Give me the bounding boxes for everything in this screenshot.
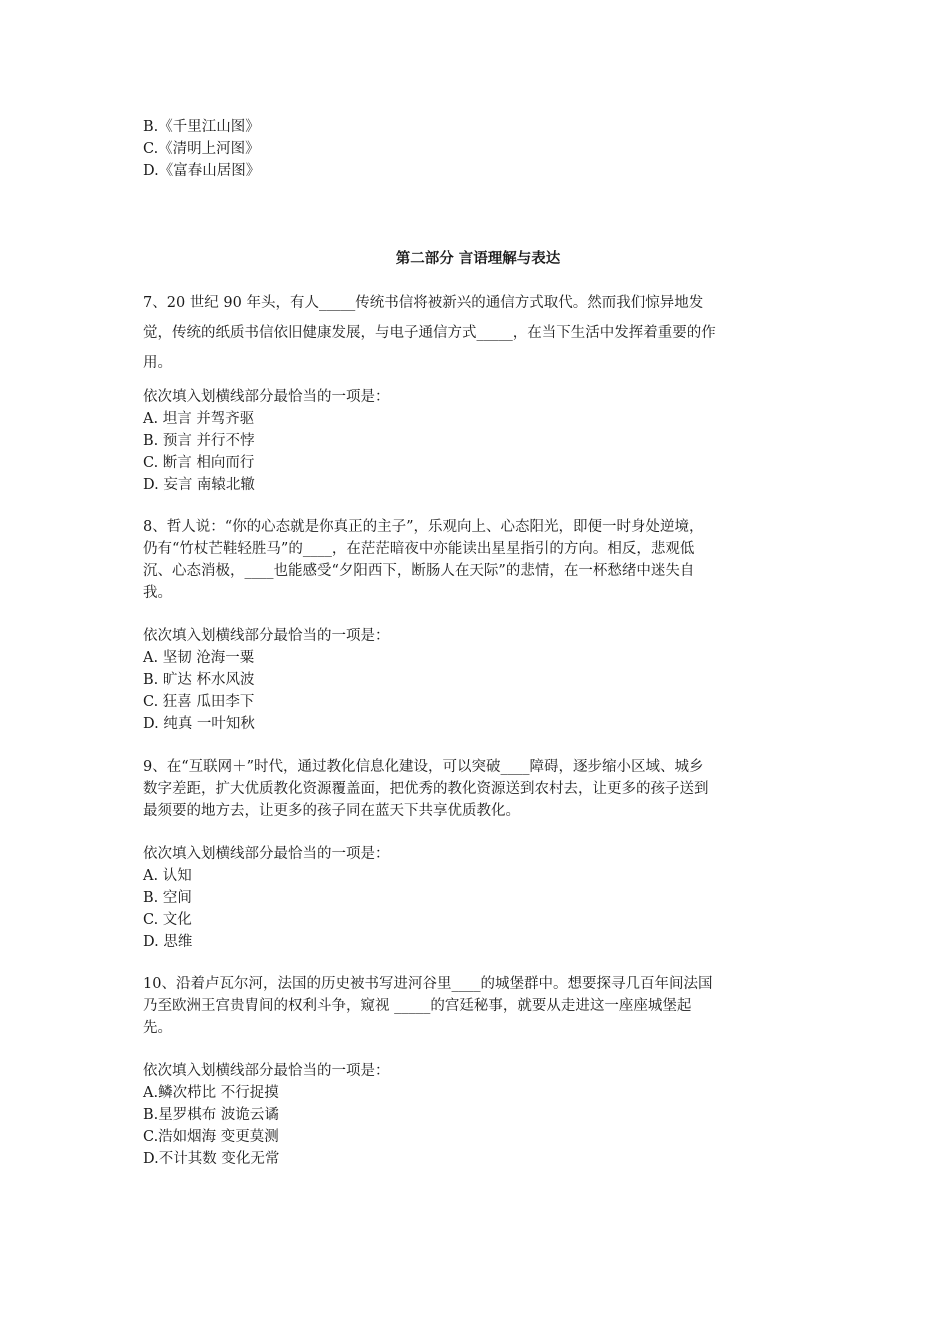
option-c: C. 狂喜 瓜田李下 (143, 694, 255, 710)
option-d: D. 纯真 一叶知秋 (143, 716, 255, 732)
question-8 (143, 516, 813, 604)
option-a: A.鳞次栉比 不行捉摸 (143, 1085, 279, 1101)
option-c: C.浩如烟海 变更莫测 (143, 1129, 279, 1145)
question-stem-line: 9、在“互联网＋”时代，通过教化信息化建设，可以突破____障碍，逐步缩小区域、城乡 (143, 759, 704, 775)
question-stem-line: 乃至欧洲王宫贵胄间的权利斗争，窥视 _____的宫廷秘事，就要从走进这一座座城堡起 (143, 998, 692, 1014)
question-stem-line: 数字差距，扩大优质教化资源覆盖面，把优秀的教化资源送到农村去，让更多的孩子送到 (143, 781, 709, 797)
question-10-choices (143, 1060, 813, 1170)
prev-question-options (143, 116, 813, 182)
option-b: B.《千里江山图》 (143, 119, 260, 135)
question-7 (143, 288, 813, 378)
question-stem-line: 10、沿着卢瓦尔河，法国的历史被书写进河谷里____的城堡群中。想要探寻几百年间法国 (143, 976, 713, 992)
option-a: A. 坚韧 沧海一粟 (143, 650, 255, 666)
question-9 (143, 756, 813, 822)
option-c: C. 文化 (143, 912, 192, 928)
option-b: B. 旷达 杯水风波 (143, 672, 255, 688)
question-stem-line: 先。 (143, 1020, 172, 1036)
option-b: B. 空间 (143, 890, 192, 906)
option-d: D.不计其数 变化无常 (143, 1151, 280, 1167)
option-a: A. 认知 (143, 868, 192, 884)
option-a: A. 坦言 并驾齐驱 (143, 411, 255, 427)
question-10 (143, 973, 813, 1039)
question-stem-line: 7、20 世纪 90 年头，有人_____传统书信将被新兴的通信方式取代。然而我们惊异地发 (143, 295, 704, 311)
question-stem-line: 觉，传统的纸质书信依旧健康发展，与电子通信方式_____，在当下生活中发挥着重要的作 (143, 325, 716, 341)
question-9-choices (143, 843, 813, 953)
question-7-choices (143, 386, 813, 496)
option-b: B.星罗棋布 波诡云谲 (143, 1107, 279, 1123)
option-c: C.《清明上河图》 (143, 141, 260, 157)
question-8-choices (143, 625, 813, 735)
question-prompt: 依次填入划横线部分最恰当的一项是： (143, 389, 390, 405)
question-prompt: 依次填入划横线部分最恰当的一项是： (143, 846, 390, 862)
option-d: D. 思维 (143, 934, 193, 950)
option-c: C. 断言 相向而行 (143, 455, 255, 471)
question-prompt: 依次填入划横线部分最恰当的一项是： (143, 1063, 390, 1079)
question-stem-line: 我。 (143, 585, 172, 601)
section-title: 第二部分 言语理解与表达 (395, 250, 561, 267)
question-stem-line: 最须要的地方去，让更多的孩子同在蓝天下共享优质教化。 (143, 803, 520, 819)
question-stem-line: 8、哲人说：“你的心态就是你真正的主子”，乐观向上、心态阳光，即便一时身处逆境， (143, 519, 704, 535)
option-d: D. 妄言 南辕北辙 (143, 477, 255, 493)
question-stem-line: 用。 (143, 355, 172, 371)
question-prompt: 依次填入划横线部分最恰当的一项是： (143, 628, 390, 644)
question-stem-line: 沉、心态消极，____也能感受“夕阳西下，断肠人在天际”的悲情，在一杯愁绪中迷失自 (143, 563, 695, 579)
question-stem-line: 仍有“竹杖芒鞋轻胜马”的____，在茫茫暗夜中亦能读出星星指引的方向。相反，悲观低 (143, 541, 695, 557)
option-d: D.《富春山居图》 (143, 163, 261, 179)
option-b: B. 预言 并行不悖 (143, 433, 255, 449)
